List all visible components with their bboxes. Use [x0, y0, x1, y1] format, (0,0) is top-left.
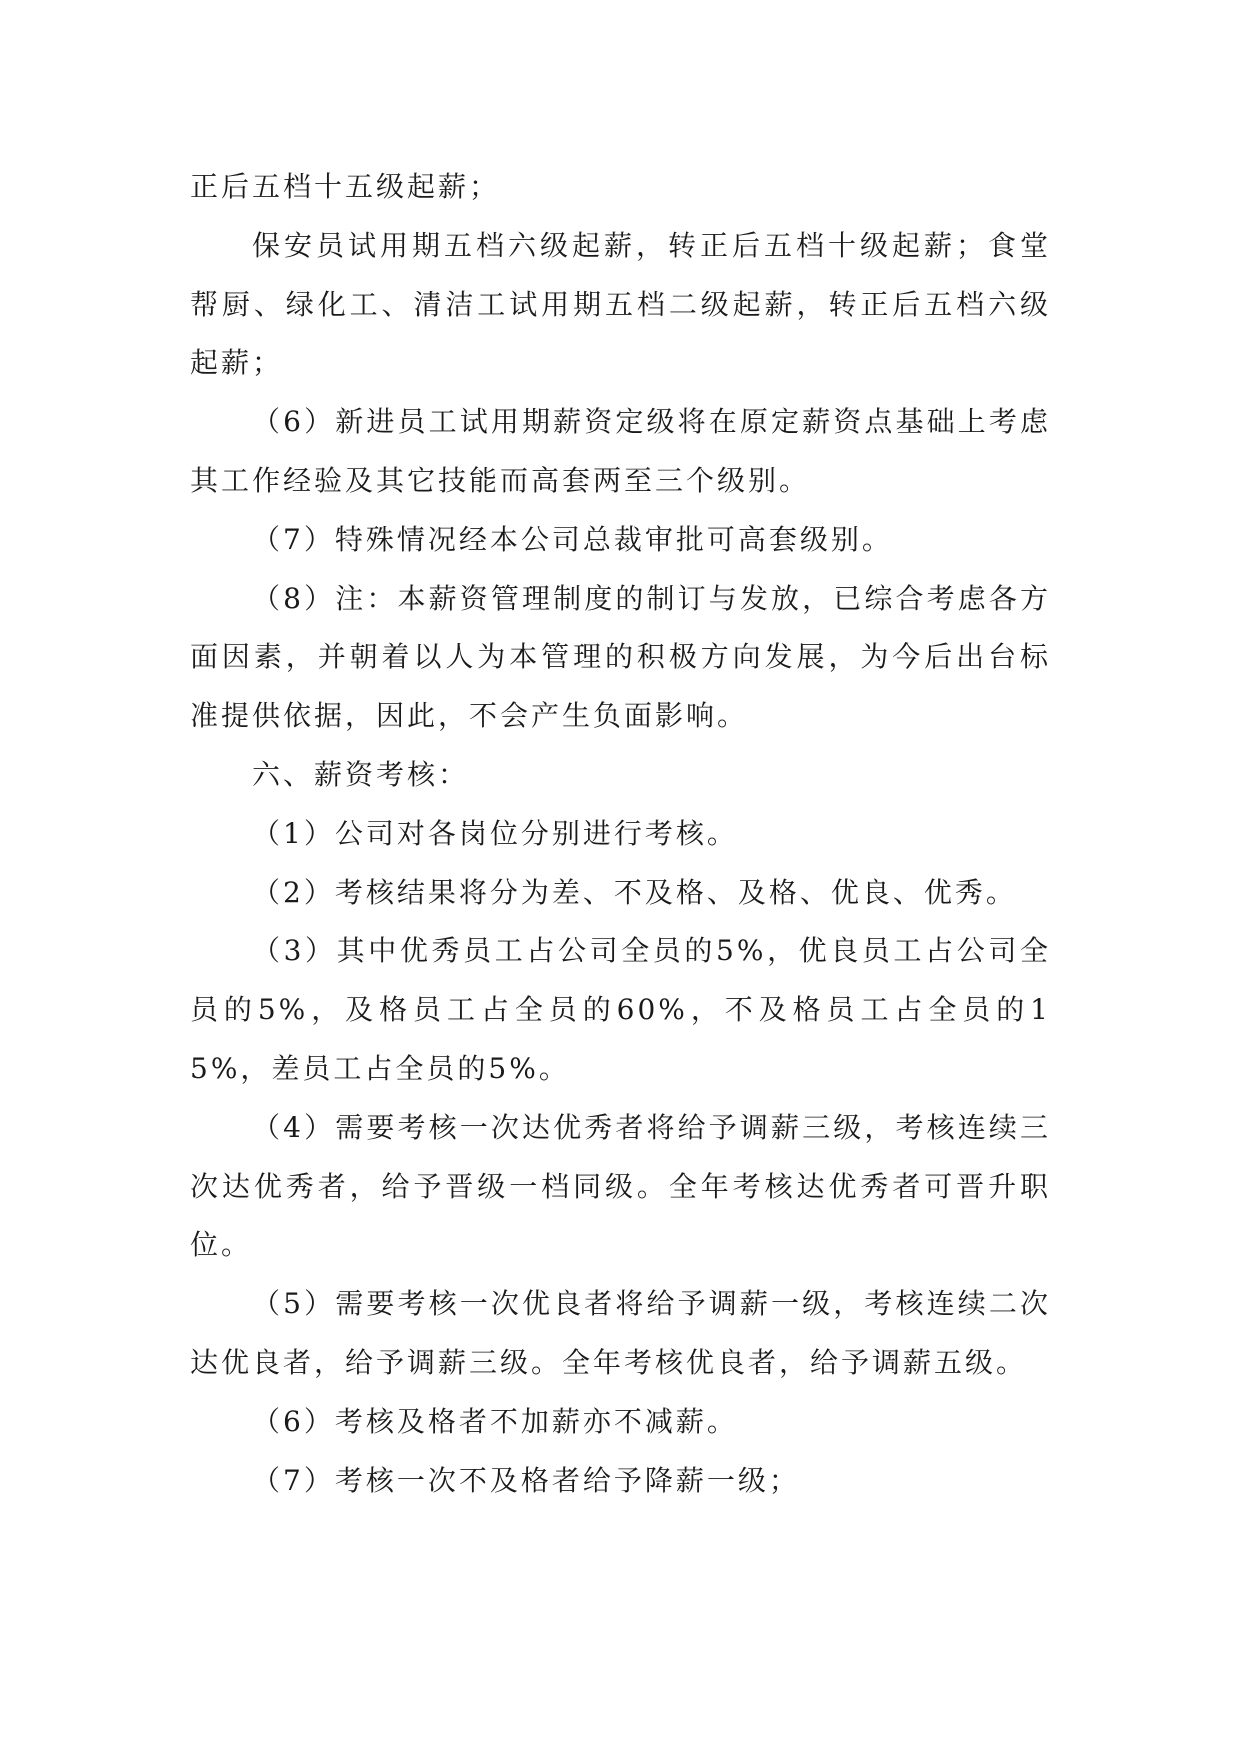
document-body [190, 158, 1051, 1510]
paragraph-assessment-2: （2）考核结果将分为差、不及格、及格、优良、优秀。 [252, 875, 1017, 909]
paragraph-item-6-new-staff: （6）新进员工试用期薪资定级将在原定薪资点基础上考虑其工作经验及其它技能而高套两至三个级别。 [190, 405, 1051, 497]
paragraph-assessment-4: （4）需要考核一次达优秀者将给予调薪三级，考核连续三次达优秀者，给予晋级一档同级。全年考核达优秀者可晋升职位。 [190, 1110, 1051, 1262]
paragraph-assessment-6: （6）考核及格者不加薪亦不减薪。 [252, 1404, 738, 1438]
section-heading-salary-assessment: 六、薪资考核： [252, 757, 470, 791]
paragraph-assessment-5: （5）需要考核一次优良者将给予调薪一级，考核连续二次达优良者，给予调薪三级。全年考核优良者，给予调薪五级。 [190, 1287, 1051, 1379]
paragraph-security-staff-salary: 保安员试用期五档六级起薪，转正后五档十级起薪；食堂帮厨、绿化工、清洁工试用期五档二级起薪，转正后五档六级起薪； [190, 228, 1051, 380]
paragraph-continuation: 正后五档十五级起薪； [190, 170, 501, 203]
paragraph-item-7-special-cases: （7）特殊情况经本公司总裁审批可高套级别。 [252, 522, 893, 556]
paragraph-assessment-7: （7）考核一次不及格者给予降薪一级； [252, 1463, 800, 1497]
paragraph-item-8-note: （8）注：本薪资管理制度的制订与发放，已综合考虑各方面因素，并朝着以人为本管理的积极方向发展，为今后出台标准提供依据，因此，不会产生负面影响。 [190, 581, 1051, 733]
paragraph-assessment-1: （1）公司对各岗位分别进行考核。 [252, 816, 738, 850]
paragraph-assessment-3: （3）其中优秀员工占公司全员的5%，优良员工占公司全员的5%，及格员工占全员的60%，不及格员工占全员的15%，差员工占全员的5%。 [190, 934, 1051, 1085]
